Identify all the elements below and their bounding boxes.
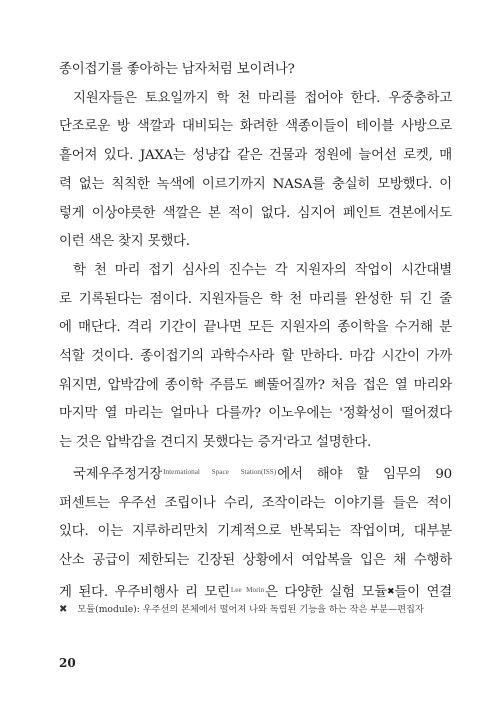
text-segment: 은 다양한 실험 모듈 (265, 584, 388, 600)
body-text (59, 56, 452, 607)
english-annotation: Lee Morin (230, 585, 265, 594)
footnote-mark: ✖ (59, 604, 68, 615)
text-line: 는 것은 압박감을 견디지 못했다는 증거'라고 설명한다. (59, 435, 372, 451)
text-line: 퍼센트는 우주선 조립이나 수리, 조작이라는 이야기를 들은 적이 (59, 495, 452, 511)
text-line: 산소 공급이 제한되는 긴장된 상황에서 여압복을 입은 채 수행하 (59, 552, 452, 568)
text-line: 워지면, 압박감에 종이학 주름도 삐뚤어질까? 처음 접은 열 마리와 (59, 377, 452, 393)
footnote (59, 601, 452, 615)
text-line: 로 기록된다는 점이다. 지원자들은 학 천 마리를 완성한 뒤 긴 줄 (59, 291, 452, 307)
text-line (59, 458, 452, 490)
text-line: 흩어져 있다. JAXA는 성냥갑 같은 건물과 정원에 늘어선 로켓, 매 (59, 148, 452, 164)
footnote-reference-mark: ✖ (387, 586, 395, 597)
english-annotation: International Space Station(ISS) (163, 467, 277, 476)
text-line: 종이접기를 좋아하는 남자처럼 보이려나? (59, 62, 295, 77)
text-line: 석할 것이다. 종이접기의 과학수사라 할 만하다. 마감 시간이 가까 (59, 349, 452, 365)
text-line: 마지막 열 마리는 얼마나 다를까? 이노우에는 '정확성이 떨어졌다 (59, 406, 452, 422)
text-line: 학 천 마리 접기 심사의 진수는 각 지원자의 작업이 시간대별 (73, 262, 452, 278)
text-segment: 게 된다. 우주비행사 리 모린 (59, 584, 230, 600)
text-line: 렇게 이상야릇한 색깔은 본 적이 없다. 심지어 페인트 견본에서도 (59, 205, 452, 221)
text-line: 이런 색은 찾지 못했다. (59, 234, 190, 250)
page-number: 20 (59, 656, 76, 670)
text-segment: 국제우주정거장 (73, 466, 163, 482)
footnote-text: 모듈(module): 우주선의 본체에서 떨어져 나와 독립된 기능을 하는 작은 부분—편집자 (77, 604, 424, 615)
text-line: 에 매단다. 격리 기간이 끝나면 모든 지원자의 종이학을 수거해 분 (59, 320, 452, 336)
text-segment: 에서 해야 할 임무의 90 (277, 466, 452, 482)
text-line: 단조로운 방 색깔과 대비되는 화려한 색종이들이 테이블 사방으로 (59, 119, 452, 135)
text-line: 지원자들은 토요일까지 학 천 마리를 접어야 한다. 우중충하고 (73, 90, 452, 106)
text-line: 력 없는 칙칙한 녹색에 이르기까지 NASA를 충실히 모방했다. 이 (59, 176, 452, 192)
text-segment: 들이 연결 (394, 584, 453, 600)
text-line: 있다. 이는 지루하리만치 기계적으로 반복되는 작업이며, 대부분 (59, 524, 452, 540)
